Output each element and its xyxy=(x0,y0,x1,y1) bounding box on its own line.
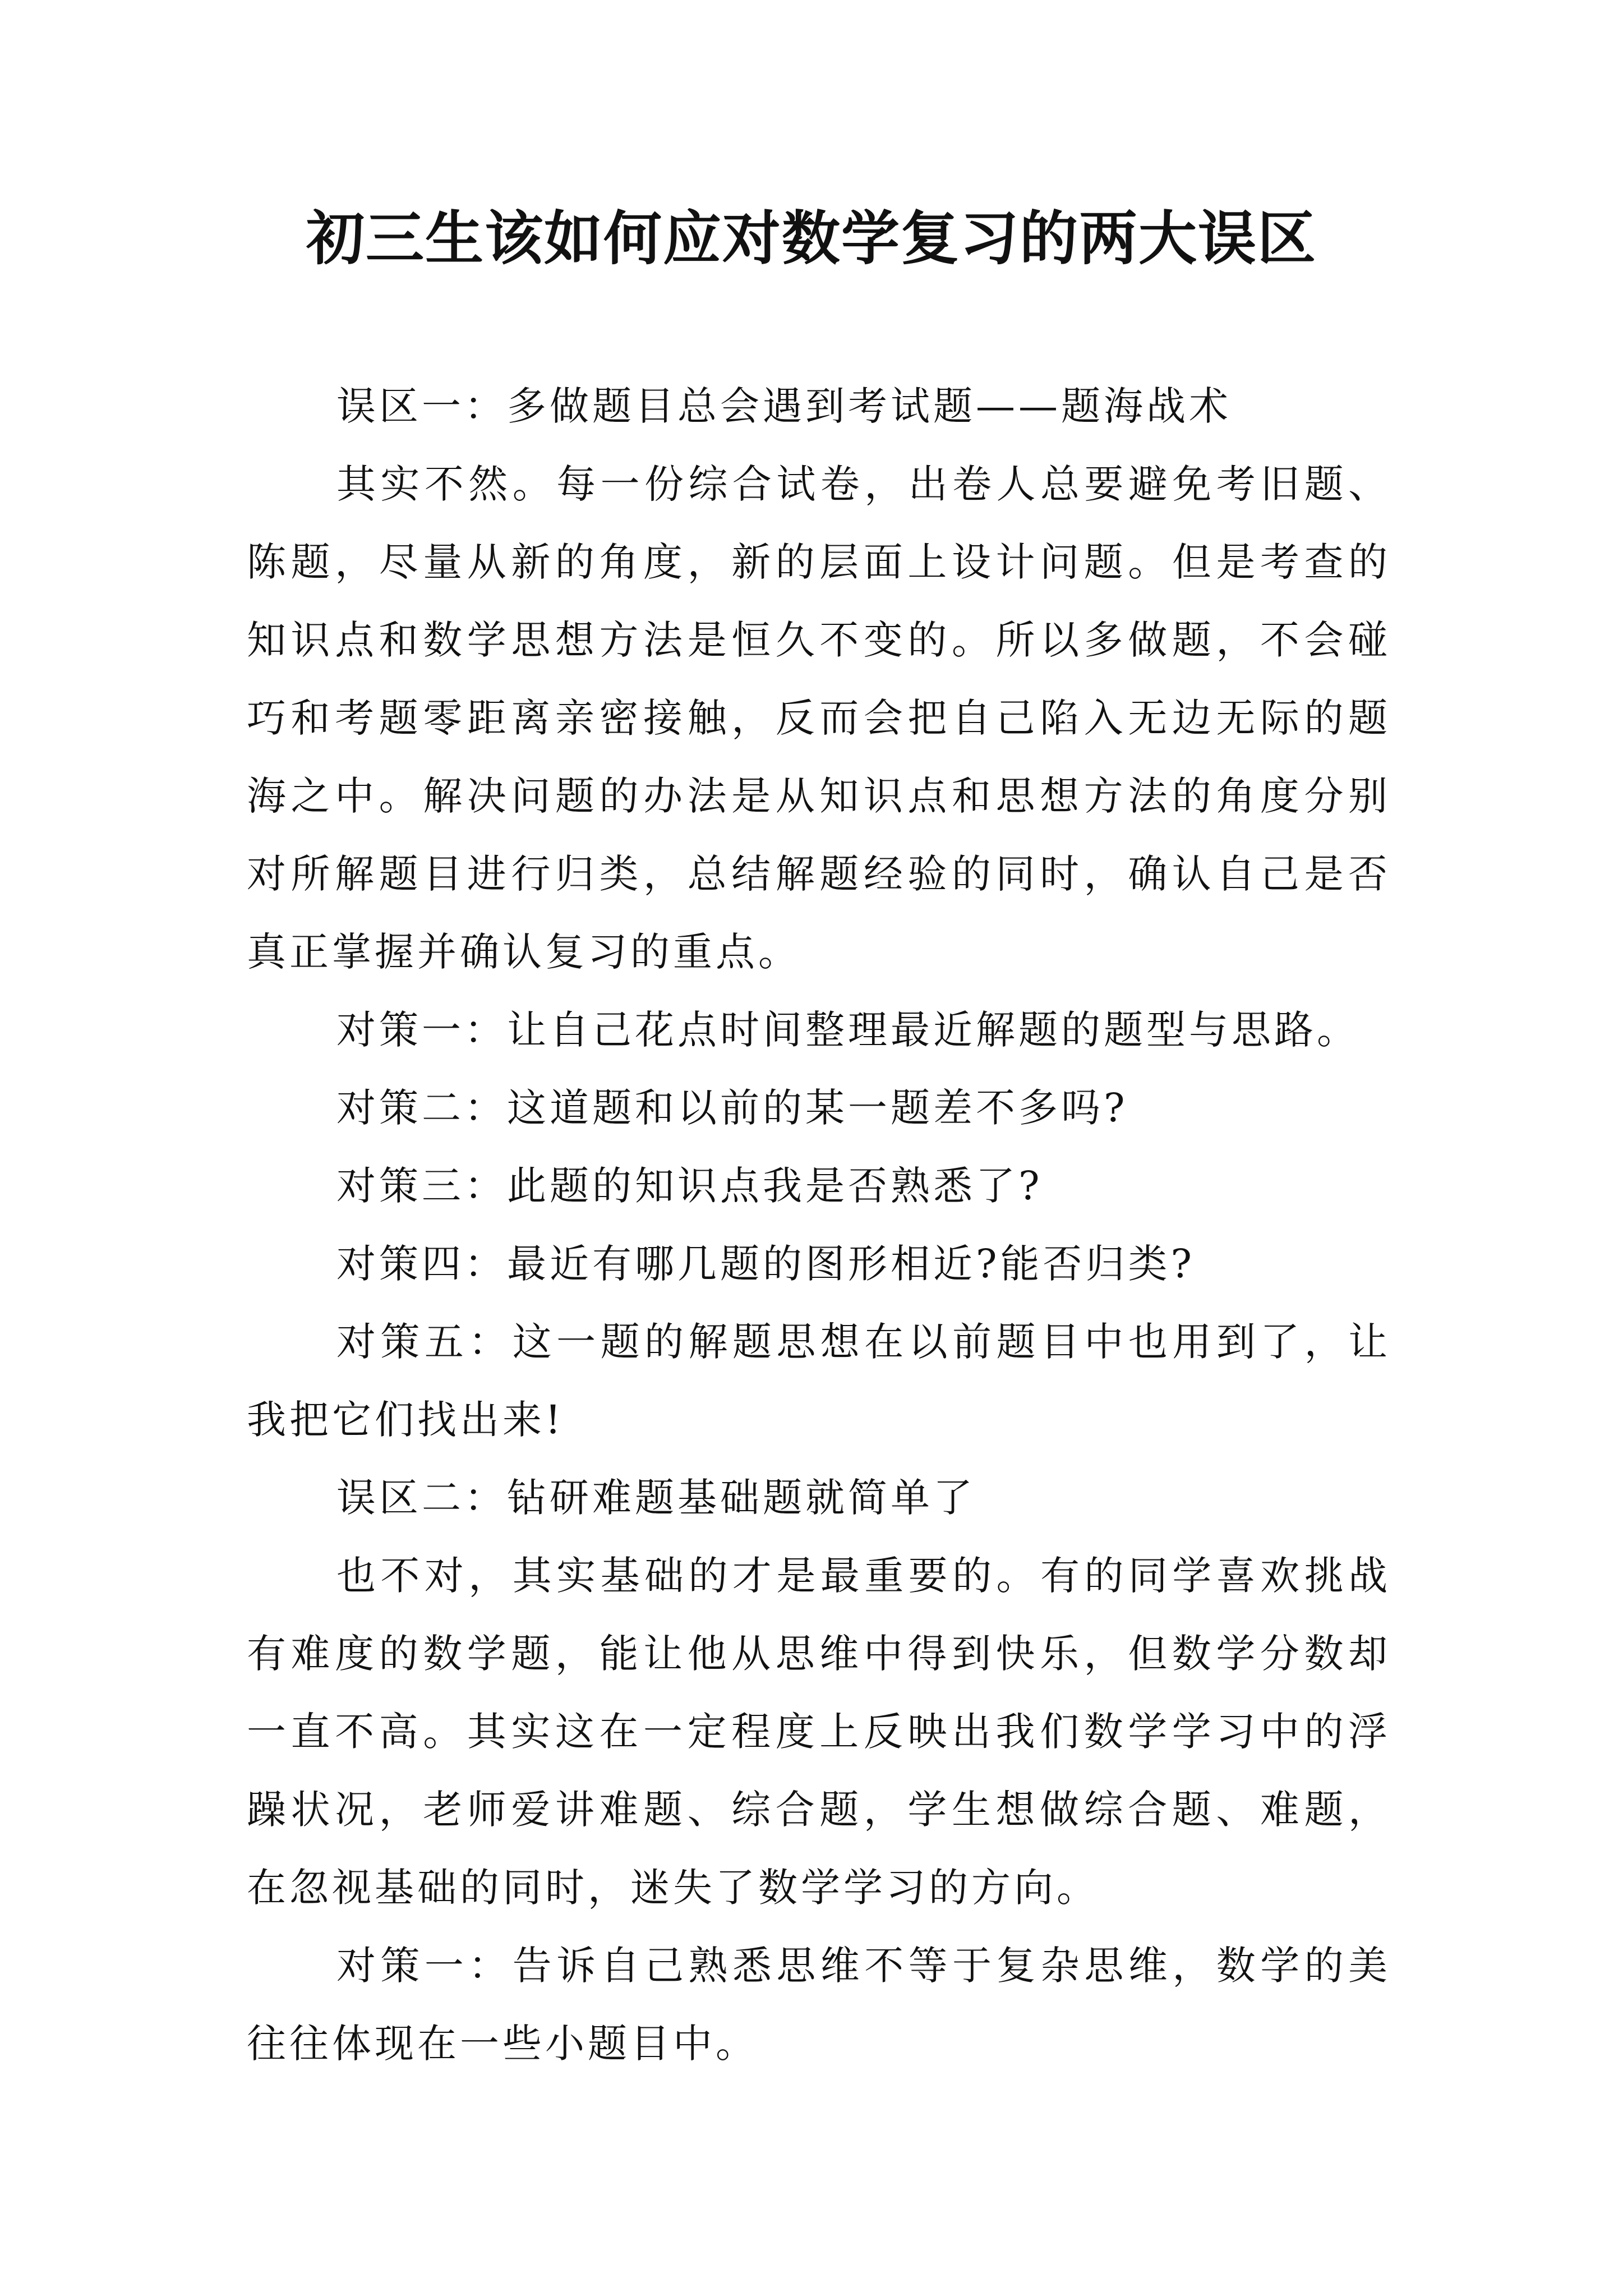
paragraph-misconception-1-heading: 误区一：多做题目总会遇到考试题——题海战术 xyxy=(336,383,1232,429)
paragraph-strategy-5: 对策五：这一题的解题思想在以前题目中也用到了，让我把它们找出来! xyxy=(247,1319,1391,1443)
paragraph-misconception-2-strategy-1: 对策一：告诉自己熟悉思维不等于复杂思维，数学的美往往体现在一些小题目中。 xyxy=(247,1943,1391,2067)
document-body xyxy=(247,367,1391,2083)
paragraph-strategy-1: 对策一：让自己花点时间整理最近解题的题型与思路。 xyxy=(336,1007,1359,1053)
paragraph-strategy-4: 对策四：最近有哪几题的图形相近?能否归类? xyxy=(336,1241,1196,1287)
paragraph-misconception-2-body: 也不对，其实基础的才是最重要的。有的同学喜欢挑战有难度的数学题，能让他从思维中得到快乐，但数学分数却一直不高。其实这在一定程度上反映出我们数学学习中的浮躁状况，老师爱讲难题、综合题，学生想做综合题、难题，在忽视基础的同时，迷失了数学学习的方向。 xyxy=(247,1553,1391,1911)
paragraph-strategy-2: 对策二：这道题和以前的某一题差不多吗? xyxy=(336,1085,1128,1131)
paragraph-misconception-2-heading: 误区二：钻研难题基础题就简单了 xyxy=(336,1475,976,1521)
paragraph-strategy-3: 对策三：此题的知识点我是否熟悉了? xyxy=(336,1163,1043,1209)
paragraph-misconception-1-body: 其实不然。每一份综合试卷，出卷人总要避免考旧题、陈题，尽量从新的角度，新的层面上设计问题。但是考查的知识点和数学思想方法是恒久不变的。所以多做题，不会碰巧和考题零距离亲密接触，反而会把自己陷入无边无际的题海之中。解决问题的办法是从知识点和思想方法的角度分别对所解题目进行归类，总结解题经验的同时，确认自己是否真正掌握并确认复习的重点。 xyxy=(247,461,1391,975)
document-title: 初三生该如何应对数学复习的两大误区 xyxy=(306,204,1317,273)
